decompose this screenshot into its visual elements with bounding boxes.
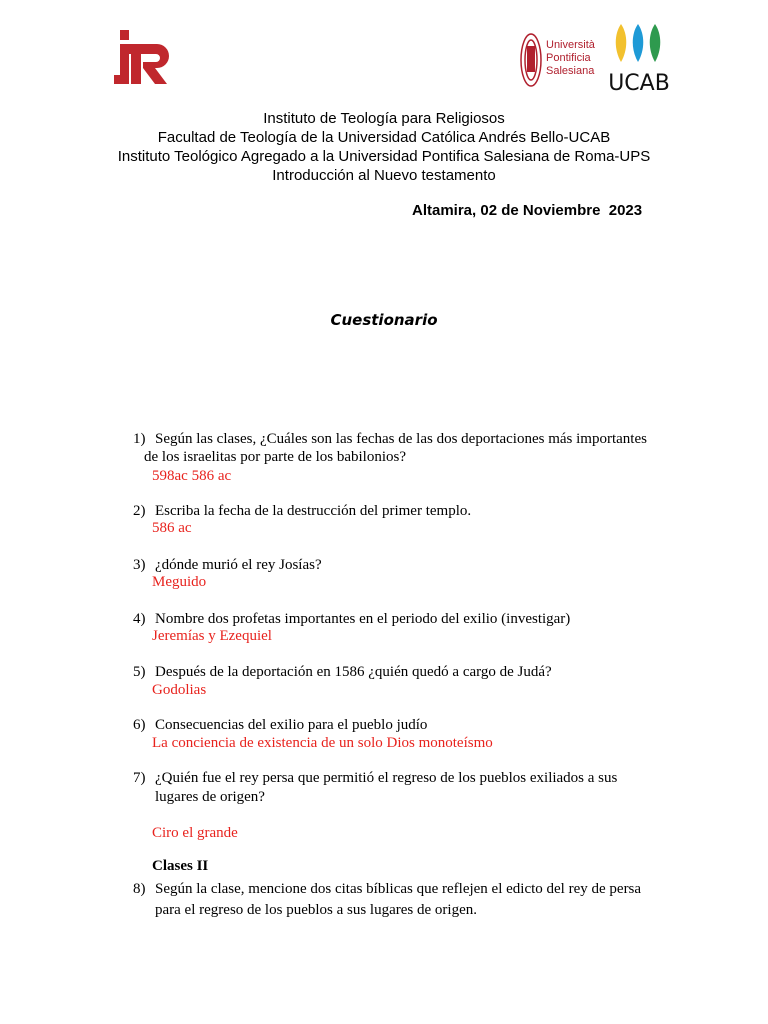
question-text: Según la clase, mencione dos citas bíblicas que reflejen el edicto del rey de persa — [155, 881, 642, 897]
question-text: ¿dónde murió el rey Josías? — [155, 557, 322, 573]
answer-text: Meguido — [152, 574, 207, 590]
svg-text:Salesiana: Salesiana — [546, 65, 595, 77]
question-number: 3) — [133, 557, 146, 573]
course-name: Introducción al Nuevo testamento — [272, 167, 496, 184]
svg-text:Università: Università — [546, 39, 595, 51]
answer-text: 598ac 586 ac — [152, 468, 232, 484]
question-number: 7) — [133, 770, 146, 786]
question-number: 5) — [133, 664, 146, 680]
question-text: Después de la deportación en 1586 ¿quién quedó a cargo de Judá? — [155, 664, 552, 680]
svg-text:itr: itr — [142, 88, 143, 89]
itr-logo — [114, 28, 170, 88]
question-text: ¿Quién fue el rey persa que permitió el regreso de los pueblos exiliados a sus — [155, 770, 618, 786]
faculty-name: Facultad de Teología de la Universidad Católica Andrés Bello-UCAB — [157, 129, 611, 146]
institute-name: Instituto de Teología para Religiosos — [263, 110, 505, 127]
question-text: Consecuencias del exilio para el pueblo judío — [155, 717, 428, 733]
question-text: de los israelitas por parte de los babilonios? — [144, 449, 407, 465]
document-date: Altamira, 02 de Noviembre 2023 — [412, 202, 643, 219]
ucab-wordmark: UCAB — [608, 71, 670, 96]
question-number: 6) — [133, 717, 146, 733]
question-number: 1) — [133, 431, 146, 447]
answer-text: 586 ac — [152, 520, 192, 536]
question-number: 8) — [133, 881, 146, 897]
answer-text: Ciro el grande — [152, 825, 238, 841]
question-number: 4) — [133, 611, 146, 627]
question-text: para el regreso de los pueblos a sus lugares de origen. — [155, 902, 477, 918]
section-heading: Clases II — [152, 858, 209, 874]
question-number: 2) — [133, 503, 146, 519]
question-text: lugares de origen? — [155, 789, 265, 805]
answer-text: La conciencia de existencia de un solo Dios monoteísmo — [152, 735, 493, 751]
question-text: Escriba la fecha de la destrucción del primer templo. — [155, 503, 472, 519]
question-text: Nombre dos profetas importantes en el periodo del exilio (investigar) — [155, 611, 571, 627]
affiliation-line: Instituto Teológico Agregado a la Universidad Pontifica Salesiana de Roma-UPS — [117, 148, 651, 165]
question-text: Según las clases, ¿Cuáles son las fechas de las dos deportaciones más importantes — [155, 431, 647, 447]
ups-logo — [518, 26, 598, 90]
document-title: Cuestionario — [330, 311, 438, 329]
answer-text: Godolias — [152, 682, 207, 698]
ucab-logo — [603, 22, 675, 94]
svg-text:Pontificia: Pontificia — [546, 52, 591, 64]
answer-text: Jeremías y Ezequiel — [152, 628, 272, 644]
